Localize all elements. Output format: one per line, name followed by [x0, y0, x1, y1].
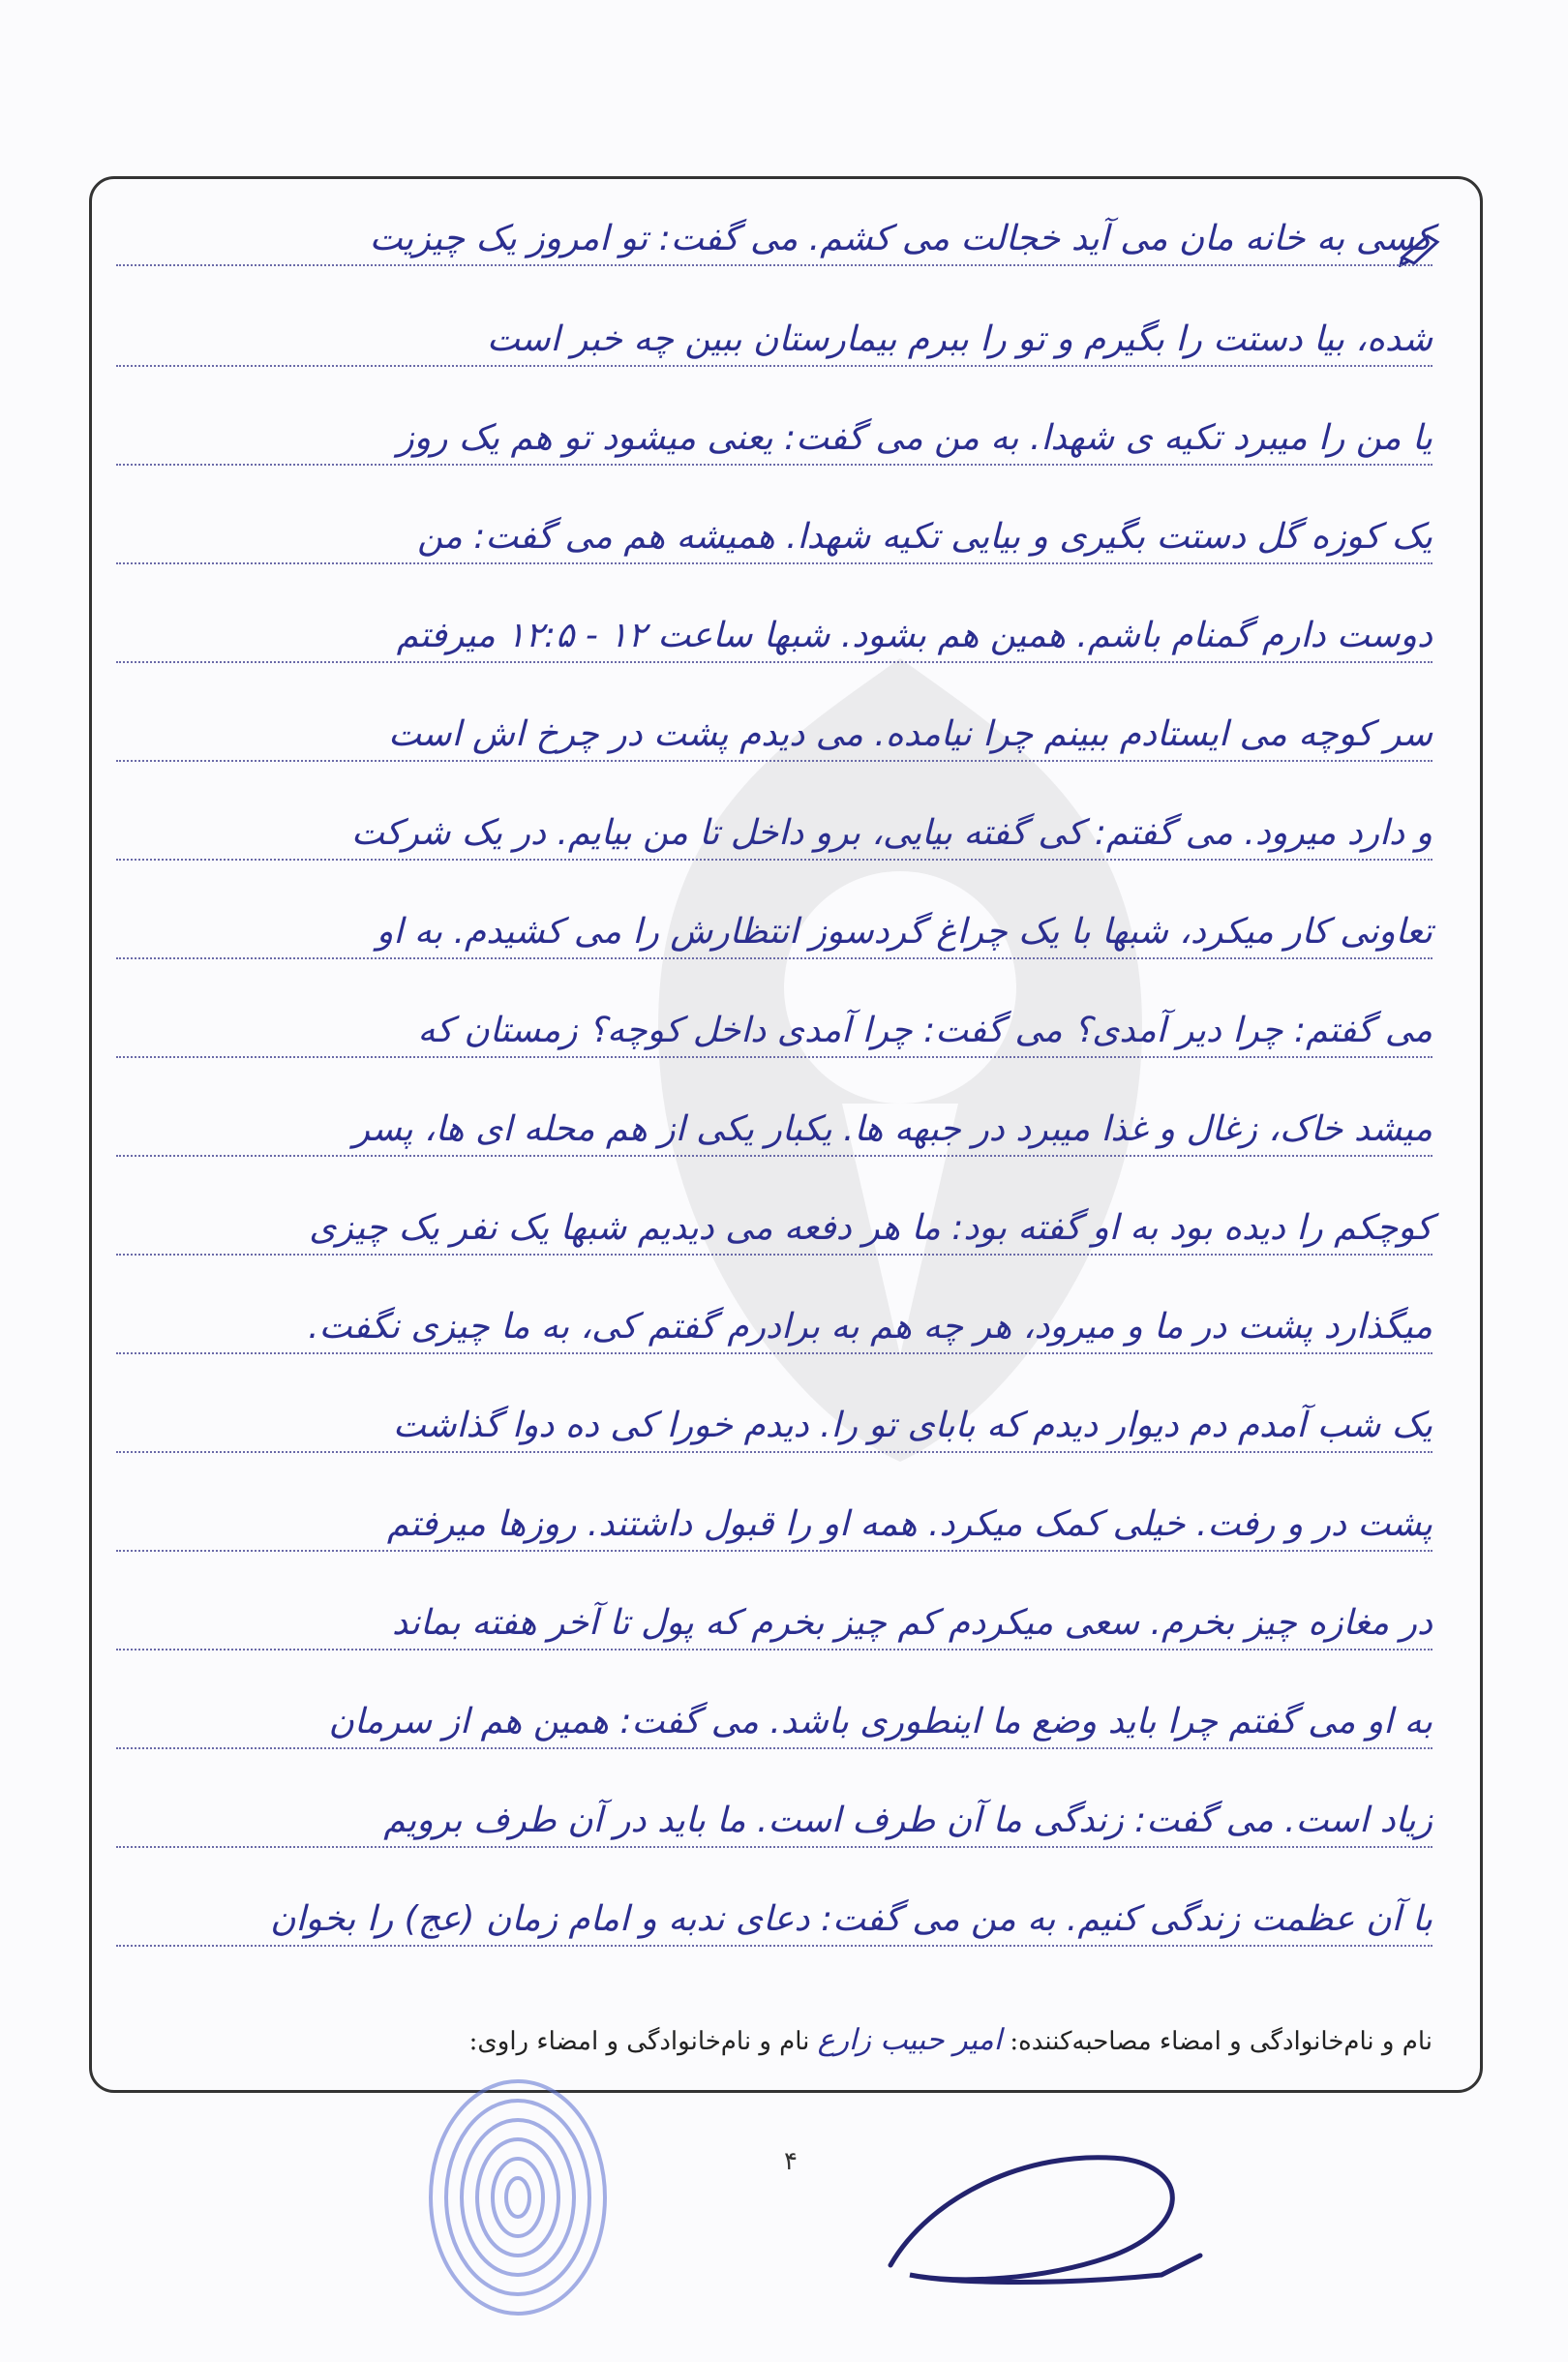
text-line: کوچکم را دیده بود به او گفته بود: ما هر دفعه می دیدیم شبها یک نفر یک چیزی: [116, 1208, 1432, 1256]
text-line: زیاد است. می گفت: زندگی ما آن طرف است. ما باید در آن طرف برویم: [116, 1801, 1432, 1848]
signature-footer: [116, 2023, 1432, 2057]
interviewer-label: نام و نام‌خانوادگی و امضاء مصاحبه‌کننده:: [1010, 2027, 1432, 2056]
narrator-label: نام و نام‌خانوادگی و امضاء راوی:: [468, 2027, 810, 2056]
text-line: میشد خاک، زغال و غذا میبرد در جبهه ها. یکبار یکی از هم محله ای ها، پسر: [116, 1109, 1432, 1157]
signature-icon: [871, 2139, 1220, 2304]
text-line: یا من را میبرد تکیه ی شهدا. به من می گفت: یعنی میشود تو هم یک روز: [116, 418, 1432, 466]
page-number: ۴: [784, 2147, 798, 2176]
text-line: در مغازه چیز بخرم. سعی میکردم کم چیز بخرم که پول تا آخر هفته بماند: [116, 1603, 1432, 1650]
text-line: دوست دارم گمنام باشم. همین هم بشود. شبها ساعت ۱۲ - ۱۲:۵ میرفتم: [116, 616, 1432, 663]
text-line: سر کوچه می ایستادم ببینم چرا نیامده. می دیدم پشت در چرخ اش است: [116, 714, 1432, 762]
text-line: یک شب آمدم دم دیوار دیدم که بابای تو را. دیدم خورا کی ده دوا گذاشت: [116, 1406, 1432, 1453]
interviewer-name: امیر حبیب زارع: [817, 2023, 1003, 2057]
text-line: کسی به خانه مان می آید خجالت می کشم. می گفت: تو امروز یک چیزیت: [116, 219, 1432, 266]
text-line: شده، بیا دستت را بگیرم و تو را ببرم بیمارستان ببین چه خبر است: [116, 319, 1432, 367]
text-line: میگذارد پشت در ما و میرود، هر چه هم به برادرم گفتم کی، به ما چیزی نگفت.: [116, 1307, 1432, 1354]
text-line: و دارد میرود. می گفتم: کی گفته بیایی، برو داخل تا من بیایم. در یک شرکت: [116, 813, 1432, 861]
text-line: می گفتم: چرا دیر آمدی؟ می گفت: چرا آمدی داخل کوچه؟ زمستان که: [116, 1011, 1432, 1058]
text-line: یک کوزه گل دستت بگیری و بیایی تکیه شهدا. همیشه هم می گفت: من: [116, 517, 1432, 564]
text-line: تعاونی کار میکرد، شبها با یک چراغ گردسوز انتظارش را می کشیدم. به او: [116, 912, 1432, 959]
text-line: پشت در و رفت. خیلی کمک میکرد. همه او را قبول داشتند. روزها میرفتم: [116, 1504, 1432, 1552]
fingerprint-icon: [416, 2062, 619, 2323]
text-line: به او می گفتم چرا باید وضع ما اینطوری باشد. می گفت: همین هم از سرمان: [116, 1702, 1432, 1749]
text-line: با آن عظمت زندگی کنیم. به من می گفت: دعای ندبه و امام زمان (عج) را بخوان: [116, 1899, 1432, 1947]
